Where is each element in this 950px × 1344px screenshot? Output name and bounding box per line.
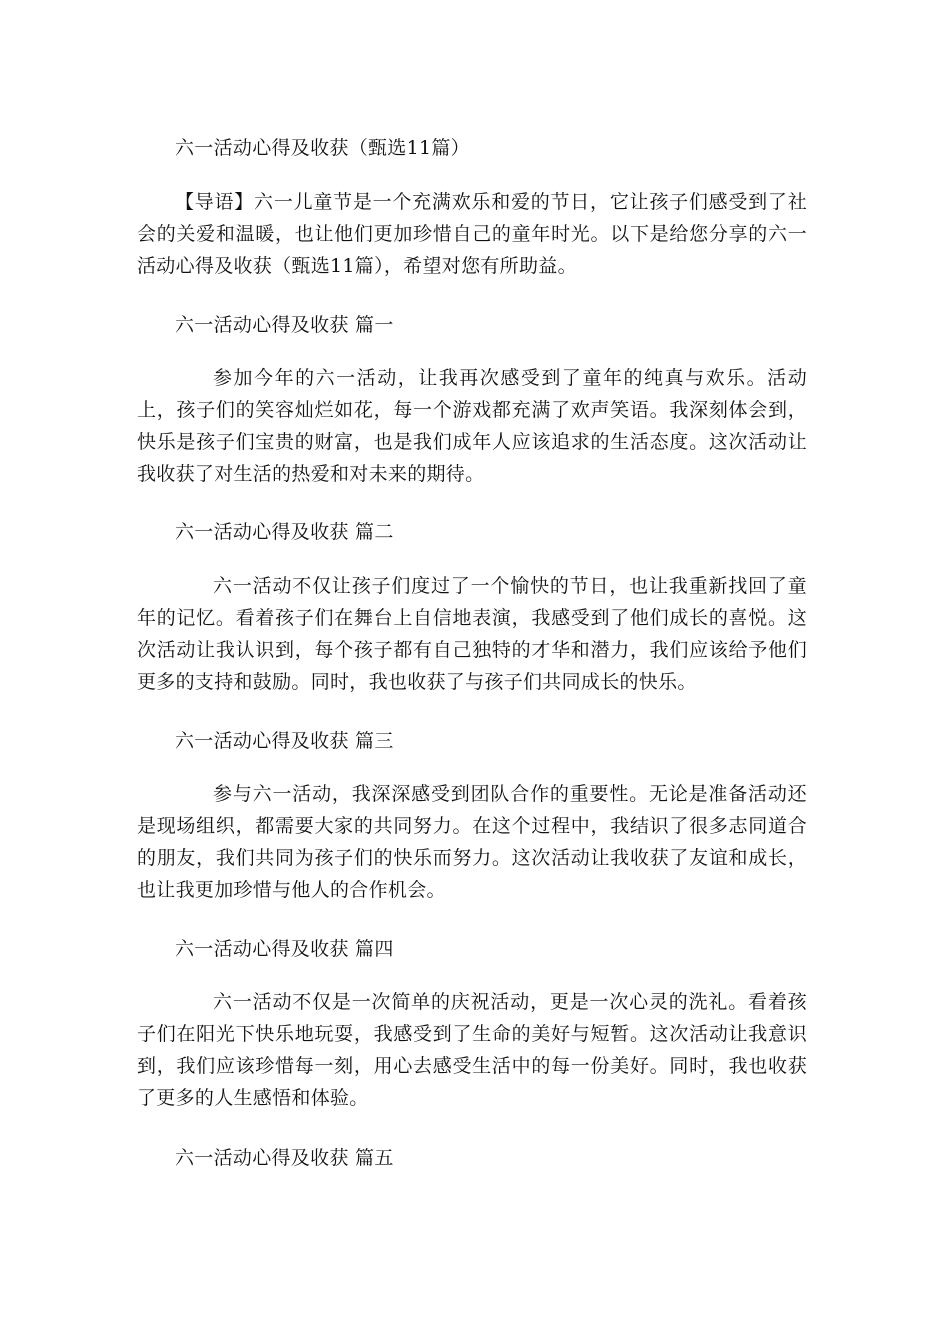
intro-paragraph: 【导语】六一儿童节是一个充满欢乐和爱的节日，它让孩子们感受到了社会的关爱和温暖，也让他们更加珍惜自己的童年时光。以下是给您分享的六一活动心得及收获（甄选11篇），希望对您有所助益。 [137, 191, 807, 277]
section-body-4: 六一活动不仅是一次简单的庆祝活动，更是一次心灵的洗礼。看着孩子们在阳光下快乐地玩耍，我感受到了生命的美好与短暂。这次活动让我意识到，我们应该珍惜每一刻，用心去感受生活中的每一份美好。同时，我也收获了更多的人生感悟和体验。 [137, 991, 807, 1109]
section-body-3: 参与六一活动，我深深感受到团队合作的重要性。无论是准备活动还是现场组织，都需要大家的共同努力。在这个过程中，我结识了很多志同道合的朋友，我们共同为孩子们的快乐而努力。这次活动让我收获了友谊和成长，也让我更加珍惜与他人的合作机会。 [137, 783, 807, 901]
section-heading-5: 六一活动心得及收获 篇五 [175, 1147, 394, 1169]
section-heading-3: 六一活动心得及收获 篇三 [175, 730, 394, 752]
section-heading-2: 六一活动心得及收获 篇二 [175, 521, 394, 543]
section-heading-4: 六一活动心得及收获 篇四 [175, 938, 394, 960]
section-body-2: 六一活动不仅让孩子们度过了一个愉快的节日，也让我重新找回了童年的记忆。看着孩子们在舞台上自信地表演，我感受到了他们成长的喜悦。这次活动让我认识到，每个孩子都有自己独特的才华和潜力，我们应该给予他们更多的支持和鼓励。同时，我也收获了与孩子们共同成长的快乐。 [137, 575, 807, 693]
section-heading-1: 六一活动心得及收获 篇一 [175, 314, 394, 336]
document-title: 六一活动心得及收获（甄选11篇） [175, 137, 470, 159]
section-body-1: 参加今年的六一活动，让我再次感受到了童年的纯真与欢乐。活动上，孩子们的笑容灿烂如花，每一个游戏都充满了欢声笑语。我深刻体会到，快乐是孩子们宝贵的财富，也是我们成年人应该追求的生活态度。这次活动让我收获了对生活的热爱和对未来的期待。 [137, 367, 807, 485]
